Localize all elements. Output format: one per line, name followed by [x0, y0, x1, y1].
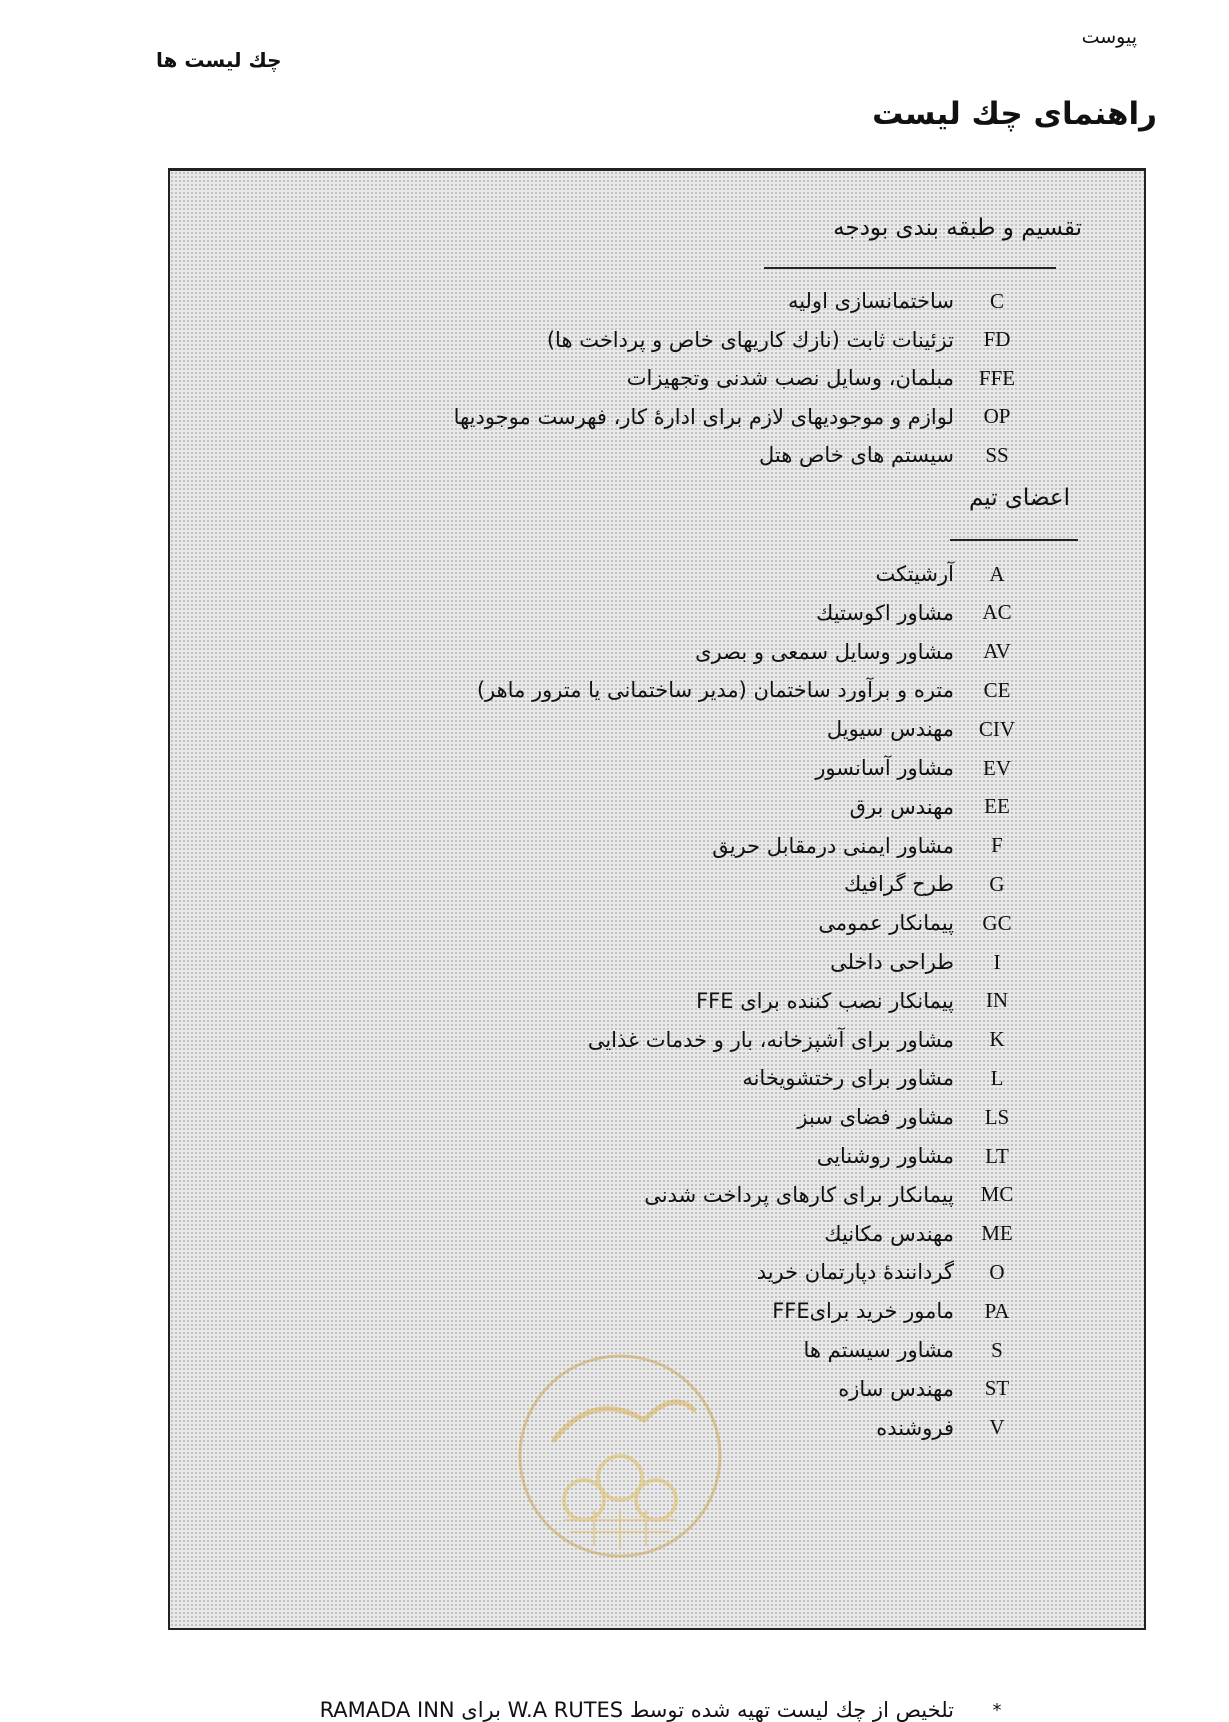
list-item — [712, 827, 1022, 865]
item-code: EE — [984, 794, 1010, 819]
list-item — [454, 398, 1022, 436]
list-item — [850, 788, 1022, 826]
item-code: CE — [983, 677, 1011, 702]
list-item — [742, 1059, 1022, 1097]
item-description: مشاور برای رختشویخانه — [742, 1066, 954, 1091]
item-description: مشاور برای آشپزخانه، بار و خدمات غذایی — [587, 1027, 954, 1052]
item-code: S — [991, 1337, 1003, 1362]
item-description: مبلمان، وسایل نصب شدنی وتجهیزات — [626, 366, 954, 390]
checklist-guide-box — [168, 168, 1146, 1722]
list-item — [757, 1253, 1022, 1291]
item-code: F — [991, 833, 1003, 858]
item-code: AC — [982, 600, 1012, 625]
item-code: PA — [984, 1298, 1010, 1323]
item-description: پیمانكار عمومی — [818, 911, 954, 936]
list-item — [844, 865, 1022, 903]
item-description: مشاور فضای سبز — [797, 1105, 954, 1130]
page-title: راهنمای چك لیست — [872, 96, 1157, 132]
item-code: AV — [983, 639, 1011, 664]
item-code: OP — [983, 404, 1011, 428]
item-code: LT — [985, 1143, 1009, 1168]
item-description: مشاور آسانسور — [815, 756, 954, 780]
publisher-seal-watermark — [514, 1350, 726, 1562]
list-item — [830, 943, 1022, 981]
list-item — [876, 555, 1022, 593]
list-item — [547, 321, 1022, 359]
item-code: O — [989, 1259, 1005, 1284]
item-code: C — [989, 288, 1004, 313]
item-description: ساختمانسازی اولیه — [787, 289, 954, 313]
item-description: تزئینات ثابت (نازك كاریهای خاص و پرداخت ها) — [546, 327, 954, 352]
list-item — [804, 1331, 1022, 1369]
running-header-section: پیوست — [1081, 26, 1137, 48]
list-item — [827, 710, 1022, 748]
list-item — [788, 282, 1022, 320]
item-code: MC — [980, 1182, 1014, 1207]
list-item — [876, 1409, 1022, 1447]
item-description: مشاور ایمنی درمقابل حریق — [712, 833, 954, 858]
item-description: مشاور وسایل سمعی و بصری — [695, 639, 954, 664]
item-description: پیمانكار نصب كننده برای FFE — [696, 988, 954, 1013]
footnote-marker: * — [992, 1699, 1002, 1721]
item-code: I — [993, 949, 1001, 974]
item-description: آرشیتکت — [875, 562, 954, 586]
list-item — [772, 1292, 1022, 1330]
list-item — [695, 633, 1022, 671]
item-description: متره و برآورد ساختمان (مدیر ساختمانی یا مترور ماهر) — [476, 678, 954, 703]
team-title-underline — [950, 539, 1078, 541]
item-description: مشاور اکوستیك — [816, 600, 954, 625]
budget-title-underline — [764, 267, 1056, 269]
item-code: ST — [984, 1376, 1010, 1401]
item-code: EV — [983, 755, 1011, 780]
footnote-text: تلخیص از چك لیست تهیه شده توسط W.A RUTES برای RAMADA INN — [319, 1698, 954, 1722]
item-description: طراحی داخلی — [830, 950, 954, 974]
item-code: CIV — [978, 716, 1016, 741]
list-item — [588, 1021, 1022, 1059]
list-item — [817, 1137, 1022, 1175]
footnote — [320, 1698, 1022, 1722]
list-item — [824, 1215, 1022, 1253]
item-code: A — [989, 561, 1005, 586]
item-code: SS — [985, 442, 1009, 467]
item-description: مشاور سیستم ها — [803, 1338, 954, 1362]
item-code: V — [989, 1415, 1005, 1440]
item-code: ME — [981, 1221, 1013, 1246]
item-description: طرح گرافیك — [843, 872, 954, 897]
item-description: مهندس سازه — [838, 1376, 954, 1401]
item-description: مشاور روشنایی — [816, 1144, 954, 1168]
item-description: مهندس سیویل — [826, 717, 954, 742]
list-item — [815, 749, 1022, 787]
list-item — [816, 594, 1022, 632]
item-description: لوازم و موجودیهای لازم برای ادارهٔ كار، فهرست موجودیها — [453, 404, 954, 429]
list-item — [477, 671, 1022, 709]
list-item — [644, 1176, 1022, 1214]
list-item — [797, 1098, 1022, 1136]
item-description: گردانندهٔ دپارتمان خرید — [756, 1260, 954, 1285]
item-code: FD — [983, 327, 1011, 351]
item-description: سیستم های خاص هتل — [759, 443, 954, 467]
item-description: مامور خرید برایFFE — [772, 1299, 954, 1324]
list-item — [627, 359, 1022, 397]
item-description: پیمانكار برای كارهای پرداخت شدنی — [644, 1182, 954, 1207]
item-code: K — [989, 1027, 1005, 1052]
running-header-chapter: چك لیست ها — [156, 48, 282, 72]
item-code: LS — [984, 1104, 1010, 1129]
item-code: G — [989, 871, 1005, 896]
item-description: فروشنده — [876, 1415, 954, 1440]
item-code: IN — [985, 988, 1009, 1013]
list-item — [838, 1370, 1022, 1408]
team-section-title: اعضای تیم — [968, 485, 1070, 511]
item-description: مهندس مكانیك — [824, 1221, 954, 1246]
item-description: مهندس برق — [849, 794, 954, 819]
list-item — [696, 982, 1022, 1020]
list-item — [759, 436, 1022, 474]
item-code: L — [990, 1065, 1004, 1090]
item-code: FFE — [978, 365, 1016, 390]
item-code: GC — [982, 910, 1012, 935]
budget-section-title: تقسیم و طبقه بندی بودجه — [833, 215, 1082, 241]
list-item — [818, 904, 1022, 942]
